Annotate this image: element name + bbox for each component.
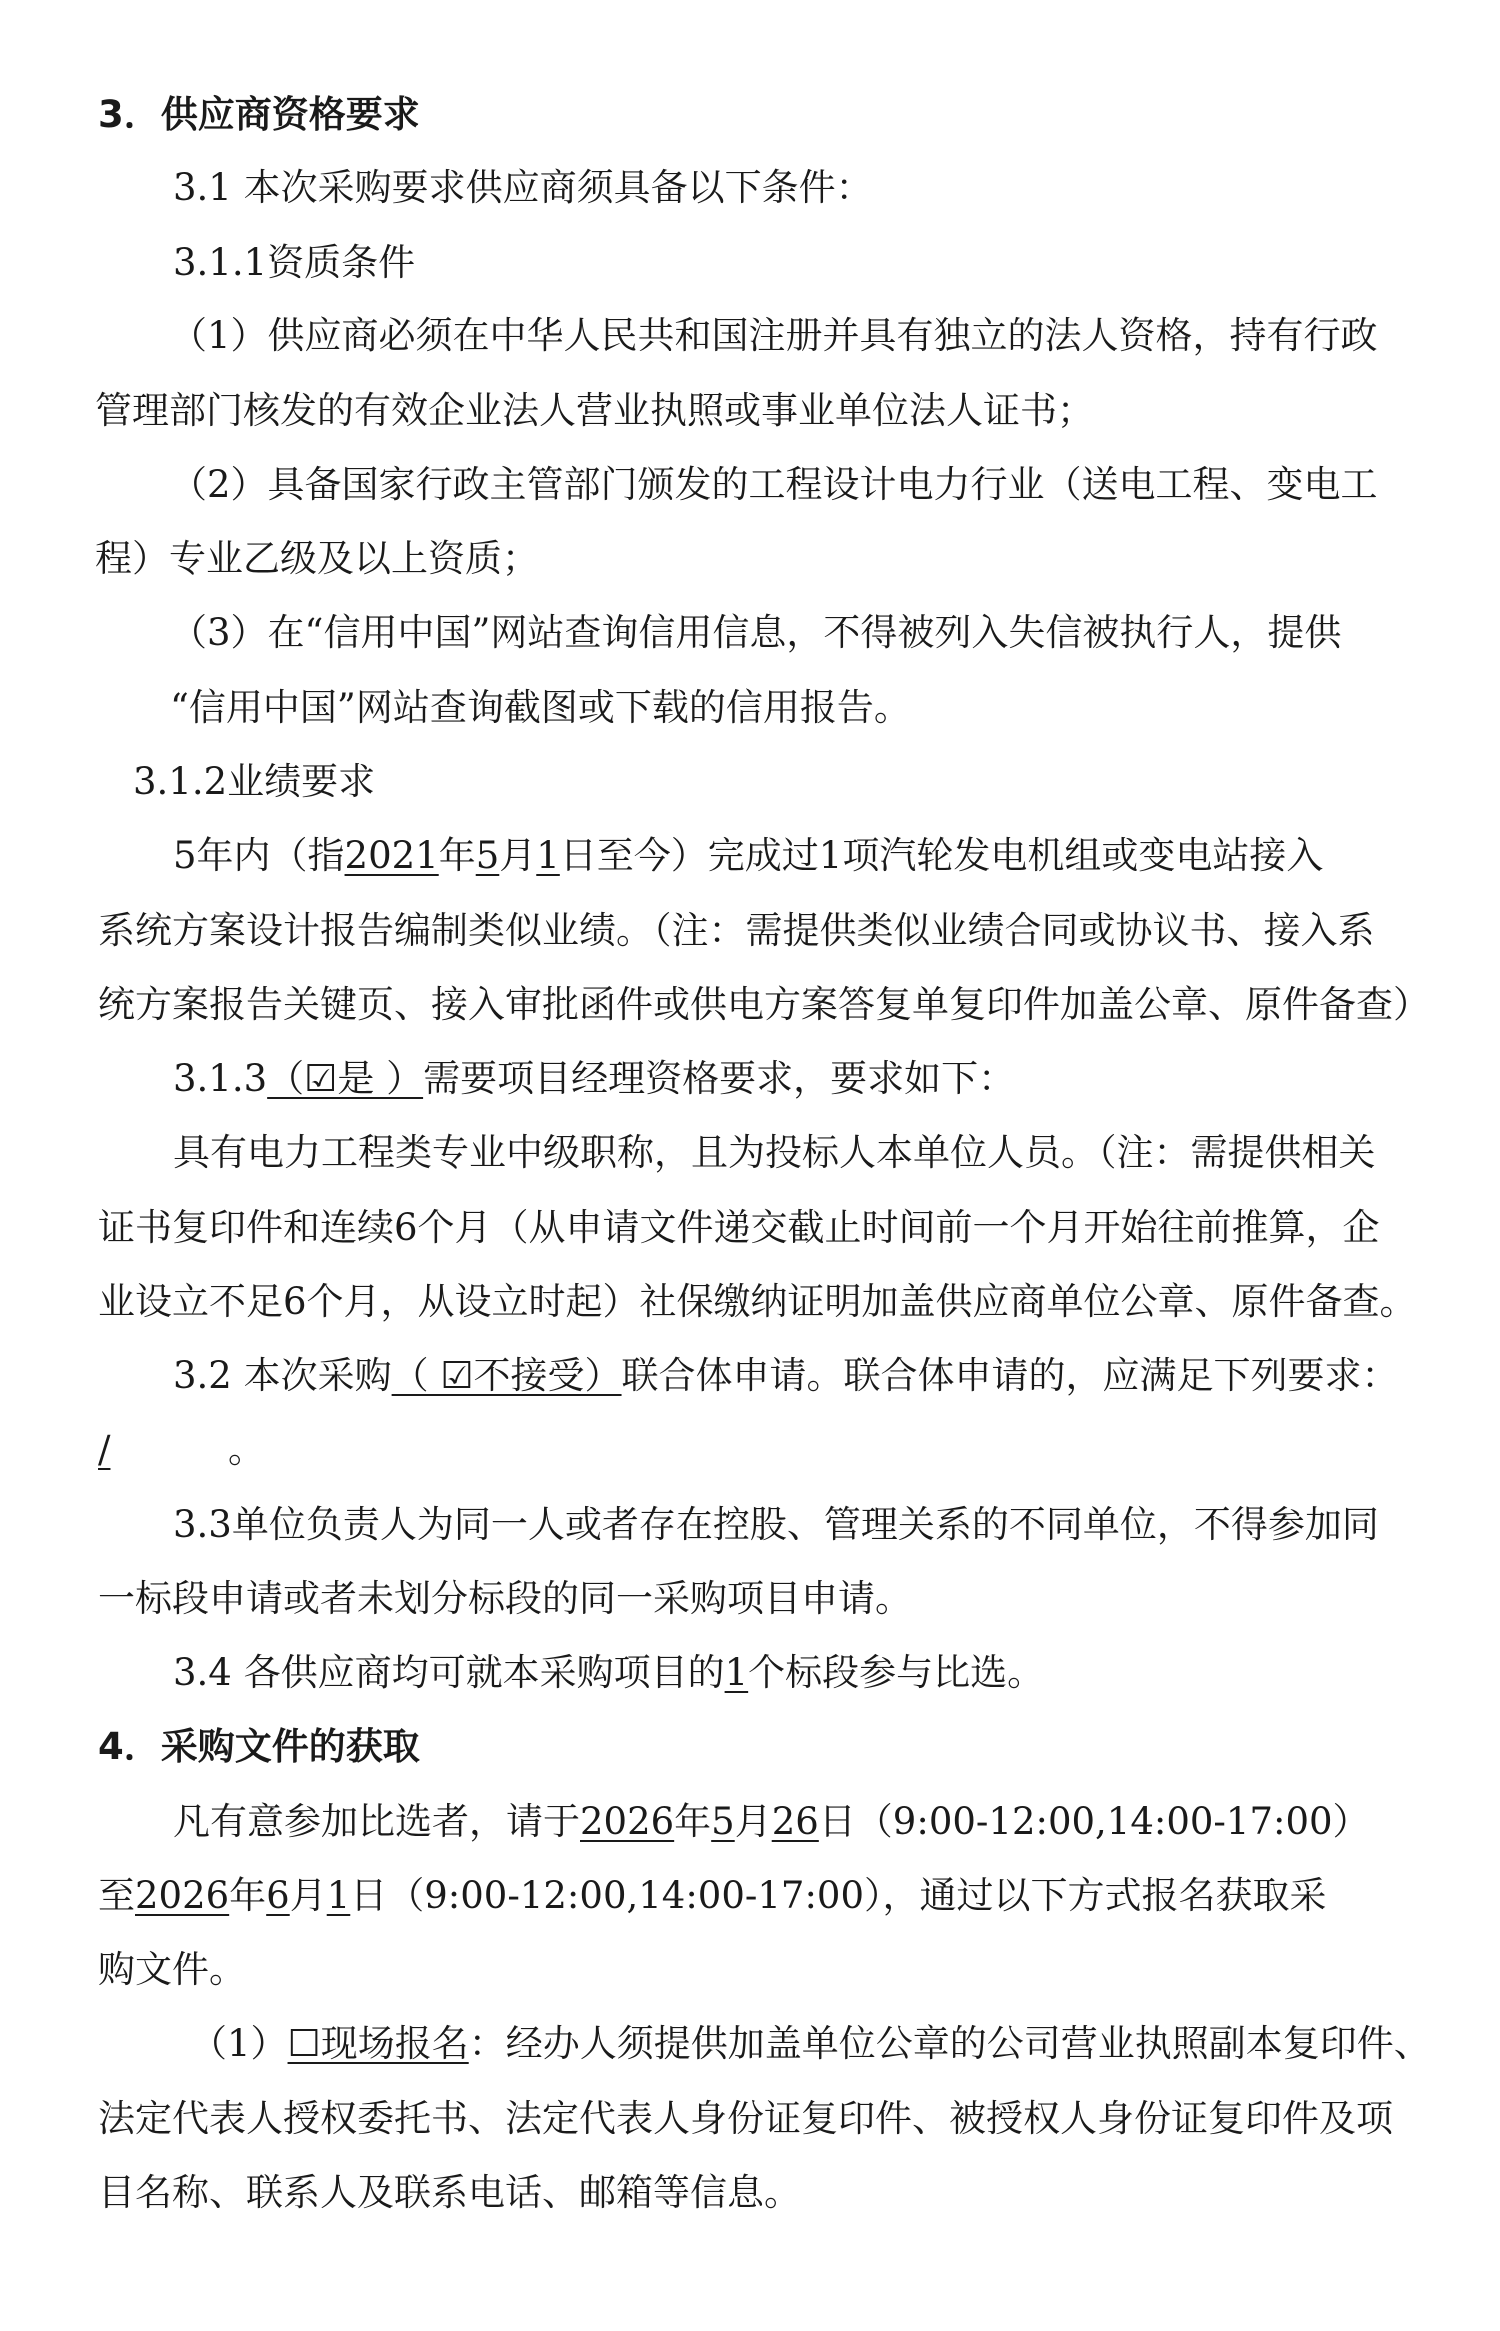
start-day: 26 [771, 1800, 819, 1843]
performance-line1 [173, 834, 1323, 878]
clause-3-1-1: 3.1.1资质条件 [173, 241, 416, 284]
end-time-range: 日（9:00-12:00,14:00-17:00），通过以下方式报名获取采 [350, 1874, 1327, 1917]
consortium-requirement-blank [98, 1428, 265, 1472]
acquisition-line3: 购文件。 [98, 1948, 246, 1991]
clause-3-2-prefix: 3.2 本次采购 [173, 1354, 392, 1397]
acquisition-line2 [98, 1874, 1327, 1918]
clause-3-4-prefix: 3.4 各供应商均可就本采购项目的 [173, 1651, 725, 1694]
clause-3-4 [173, 1651, 1044, 1695]
project-manager-line3: 业设立不足6个月，从设立时起）社保缴纳证明加盖供应商单位公章、原件备查。 [98, 1280, 1417, 1323]
acquisition-prefix: 凡有意参加比选者，请于 [173, 1800, 580, 1843]
project-manager-line1: 具有电力工程类专业中级职称，且为投标人本单位人员。（注：需提供相关 [173, 1131, 1376, 1174]
lot-count: 1 [724, 1651, 749, 1694]
clause-3-2-text: 联合体申请。联合体申请的，应满足下列要求： [621, 1354, 1399, 1397]
clause-3-3-line1: 3.3单位负责人为同一人或者存在控股、管理关系的不同单位，不得参加同 [173, 1503, 1379, 1546]
registration-method-number: （1） [190, 2022, 288, 2065]
start-month-unit: 月 [734, 1800, 772, 1843]
qualification-2-line1: （2）具备国家行政主管部门颁发的工程设计电力行业（送电工程、变电工 [170, 463, 1378, 506]
registration-method-1-line3: 目名称、联系人及联系电话、邮箱等信息。 [98, 2171, 801, 2214]
section-4-heading: 4．采购文件的获取 [98, 1725, 420, 1768]
start-year: 2026 [580, 1800, 675, 1843]
clause-3-1-3-number: 3.1.3 [173, 1057, 268, 1100]
performance-line3: 统方案报告关键页、接入审批函件或供电方案答复单复印件加盖公章、原件备查） [98, 983, 1430, 1026]
performance-line2: 系统方案设计报告编制类似业绩。（注：需提供类似业绩合同或协议书、接入系 [98, 909, 1375, 952]
consortium-requirement-value: / [98, 1428, 111, 1471]
clause-3-1-3-text: 需要项目经理资格要求，要求如下： [423, 1057, 1016, 1100]
registration-method-text: ：经办人须提供加盖单位公章的公司营业执照副本复印件、 [468, 2022, 1431, 2065]
consortium-requirement-end: 。 [228, 1428, 265, 1471]
start-time-range: 日（9:00-12:00,14:00-17:00） [818, 1800, 1370, 1843]
performance-month: 5 [475, 834, 500, 877]
qualification-3-line1: （3）在“信用中国”网站查询信用信息，不得被列入失信被执行人，提供 [170, 611, 1342, 654]
performance-prefix: 5年内（指 [173, 834, 345, 877]
end-day: 1 [326, 1874, 351, 1917]
end-month: 6 [266, 1874, 290, 1917]
clause-3-1: 3.1 本次采购要求供应商须具备以下条件： [173, 166, 873, 209]
start-year-unit: 年 [674, 1800, 712, 1843]
performance-year-unit: 年 [438, 834, 476, 877]
end-year: 2026 [135, 1874, 230, 1917]
performance-day: 1 [536, 834, 560, 877]
section-3-heading: 3．供应商资格要求 [98, 93, 420, 136]
qualification-1-line1: （1）供应商必须在中华人民共和国注册并具有独立的法人资格，持有行政 [170, 314, 1378, 357]
clause-3-2 [173, 1354, 1399, 1398]
registration-method-1-line2: 法定代表人授权委托书、法定代表人身份证复印件、被授权人身份证复印件及项 [98, 2097, 1393, 2140]
clause-3-4-suffix: 个标段参与比选。 [748, 1651, 1045, 1694]
end-year-unit: 年 [229, 1874, 267, 1917]
registration-method-1-line1 [190, 2022, 1431, 2066]
performance-suffix: 日至今）完成过1项汽轮发电机组或变电站接入 [559, 834, 1324, 877]
project-manager-line2: 证书复印件和连续6个月（从申请文件递交截止时间前一个月开始往前推算，企 [98, 1206, 1380, 1249]
onsite-registration-checkbox: ☐现场报名 [287, 2022, 469, 2065]
qualification-1-line2: 管理部门核发的有效企业法人营业执照或事业单位法人证书； [95, 389, 1094, 432]
clause-3-1-3 [173, 1057, 1015, 1101]
end-month-unit: 月 [289, 1874, 327, 1917]
qualification-2-line2: 程）专业乙级及以上资质； [95, 537, 539, 580]
start-month: 5 [711, 1800, 735, 1843]
performance-year: 2021 [344, 834, 439, 877]
qualification-3-line2: “信用中国”网站查询截图或下载的信用报告。 [170, 686, 911, 729]
acquisition-line1 [173, 1800, 1370, 1844]
clause-3-3-line2: 一标段申请或者未划分标段的同一采购项目申请。 [98, 1577, 912, 1620]
consortium-checkbox-not-accepted: （ ☑不接受） [391, 1354, 622, 1397]
project-manager-checkbox-yes: （☑是 ） [267, 1057, 424, 1100]
clause-3-1-2: 3.1.2业绩要求 [133, 760, 376, 803]
acquisition-to: 至 [98, 1874, 135, 1917]
performance-month-unit: 月 [499, 834, 537, 877]
